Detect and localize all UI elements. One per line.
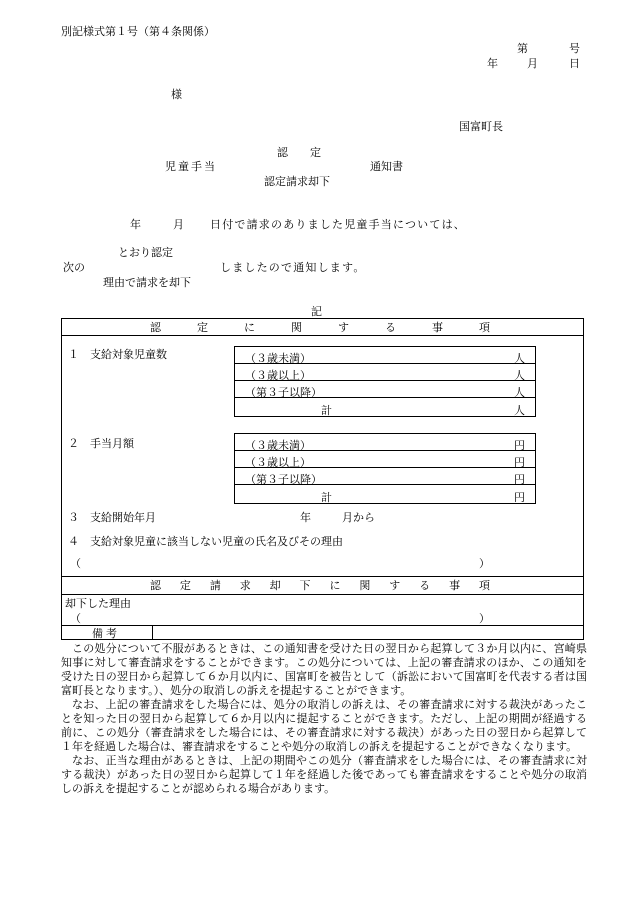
divider bbox=[61, 335, 584, 336]
item4-close-paren: ） bbox=[479, 557, 490, 570]
number-label-go: 号 bbox=[569, 42, 580, 55]
date-year-label: 年 bbox=[487, 57, 498, 70]
approval-heading: 認 定 に 関 す る 事 項 bbox=[150, 321, 490, 334]
amount-row-third-child bbox=[235, 468, 535, 485]
count-row-label: （第３子以降） bbox=[245, 386, 322, 399]
remarks-label: 備考 bbox=[92, 627, 120, 640]
item2-label: ２ 手当月額 bbox=[68, 437, 134, 450]
item4-label: ４ 支給対象児童に該当しない児童の氏名及びその理由 bbox=[68, 535, 343, 548]
note-paragraph: この処分について不服があるときは、この通知書を受けた日の翌日から起算して３か月以内に、宮崎県知事に対して審査請求をすることができます。この処分については、上記の審査請求のほか、この通知を受けた日の翌日から起算して６か月以内に、国富町を被告として（訴訟において国富町を代表する者は国富町長となります。）、処分の取消しの訴えを提起することができます。 bbox=[61, 642, 587, 697]
rejection-reason-label: 却下した理由 bbox=[65, 597, 131, 610]
intro-option-approve: とおり認定 bbox=[118, 246, 173, 259]
note-paragraph: なお、上記の審査請求をした場合には、処分の取消しの訴えは、その審査請求に対する裁決があったことを知った日の翌日から起算して６か月以内に提起することができます。ただし、上記の期間が経過する前に、この処分（審査請求をした場合には、その審査請求に対する裁決）があった日の翌日から起算して１年を経過した場合は、審査請求をすることや処分の取消しの訴えを提起することができなくなります。 bbox=[61, 698, 587, 753]
count-row-over3 bbox=[235, 364, 535, 381]
amount-total-label: 計 bbox=[321, 491, 332, 504]
item3-label: ３ 支給開始年月 bbox=[68, 511, 156, 524]
count-total-label: 計 bbox=[321, 404, 332, 417]
divider bbox=[61, 576, 584, 577]
intro-year-label: 年 bbox=[130, 218, 141, 231]
issuer: 国富町長 bbox=[459, 120, 503, 133]
title-option-approve: 認 定 bbox=[277, 146, 321, 159]
count-row-third-child bbox=[235, 381, 535, 398]
amount-row-unit: 円 bbox=[514, 439, 525, 452]
amount-total-unit: 円 bbox=[514, 491, 525, 504]
amount-row-label: （第３子以降） bbox=[245, 473, 322, 486]
monthly-amount-box bbox=[234, 433, 536, 504]
date-month-label: 月 bbox=[527, 57, 538, 70]
title-option-reject: 認定請求却下 bbox=[264, 175, 330, 188]
item4-open-paren: （ bbox=[70, 557, 81, 570]
amount-row-label: （３歳未満） bbox=[245, 439, 311, 452]
intro-month-label: 月 bbox=[173, 218, 184, 231]
count-row-label: （３歳未満） bbox=[245, 352, 311, 365]
count-row-total bbox=[235, 398, 535, 416]
amount-row-unit: 円 bbox=[514, 473, 525, 486]
count-total-unit: 人 bbox=[514, 404, 525, 417]
intro-suffix: しましたので通知します。 bbox=[220, 261, 366, 274]
note-paragraph: なお、正当な理由があるときは、上記の期間やこの処分（審査請求をした場合には、その審査請求に対する裁決）があった日の翌日から起算して１年を経過した後であっても審査請求をすることや処分の取消しの訴えを提起することが認められる場合があります。 bbox=[61, 754, 587, 795]
amount-row-label: （３歳以上） bbox=[245, 456, 311, 469]
notes-section bbox=[61, 642, 587, 796]
divider bbox=[61, 594, 584, 595]
count-row-unit: 人 bbox=[514, 369, 525, 382]
start-year-label: 年 bbox=[300, 511, 311, 524]
form-label: 別記様式第１号（第４条関係） bbox=[61, 25, 215, 38]
addressee-honorific: 様 bbox=[171, 88, 182, 101]
title-prefix: 児童手当 bbox=[165, 160, 217, 173]
date-day-label: 日 bbox=[569, 57, 580, 70]
amount-row-unit: 円 bbox=[514, 456, 525, 469]
title-suffix: 通知書 bbox=[370, 160, 403, 173]
number-label-dai: 第 bbox=[517, 42, 528, 55]
ki-label: 記 bbox=[311, 305, 322, 318]
amount-row-total bbox=[235, 485, 535, 503]
amount-row-over3 bbox=[235, 451, 535, 468]
count-row-under3 bbox=[235, 347, 535, 364]
item1-label: １ 支給対象児童数 bbox=[68, 348, 167, 361]
count-row-unit: 人 bbox=[514, 352, 525, 365]
divider bbox=[61, 625, 584, 626]
intro-text: 日付で請求のありました児童手当については、 bbox=[210, 218, 466, 231]
rejection-open-paren: （ bbox=[70, 612, 81, 625]
children-count-box bbox=[234, 346, 536, 417]
rejection-close-paren: ） bbox=[479, 612, 490, 625]
amount-row-under3 bbox=[235, 434, 535, 451]
start-month-from-label: 月から bbox=[342, 511, 375, 524]
count-row-label: （３歳以上） bbox=[245, 369, 311, 382]
rejection-heading: 認 定 請 求 却 下 に 関 す る 事 項 bbox=[150, 579, 490, 592]
intro-prefix: 次の bbox=[63, 261, 85, 274]
count-row-unit: 人 bbox=[514, 386, 525, 399]
intro-option-reject: 理由で請求を却下 bbox=[103, 276, 191, 289]
divider bbox=[152, 625, 153, 640]
